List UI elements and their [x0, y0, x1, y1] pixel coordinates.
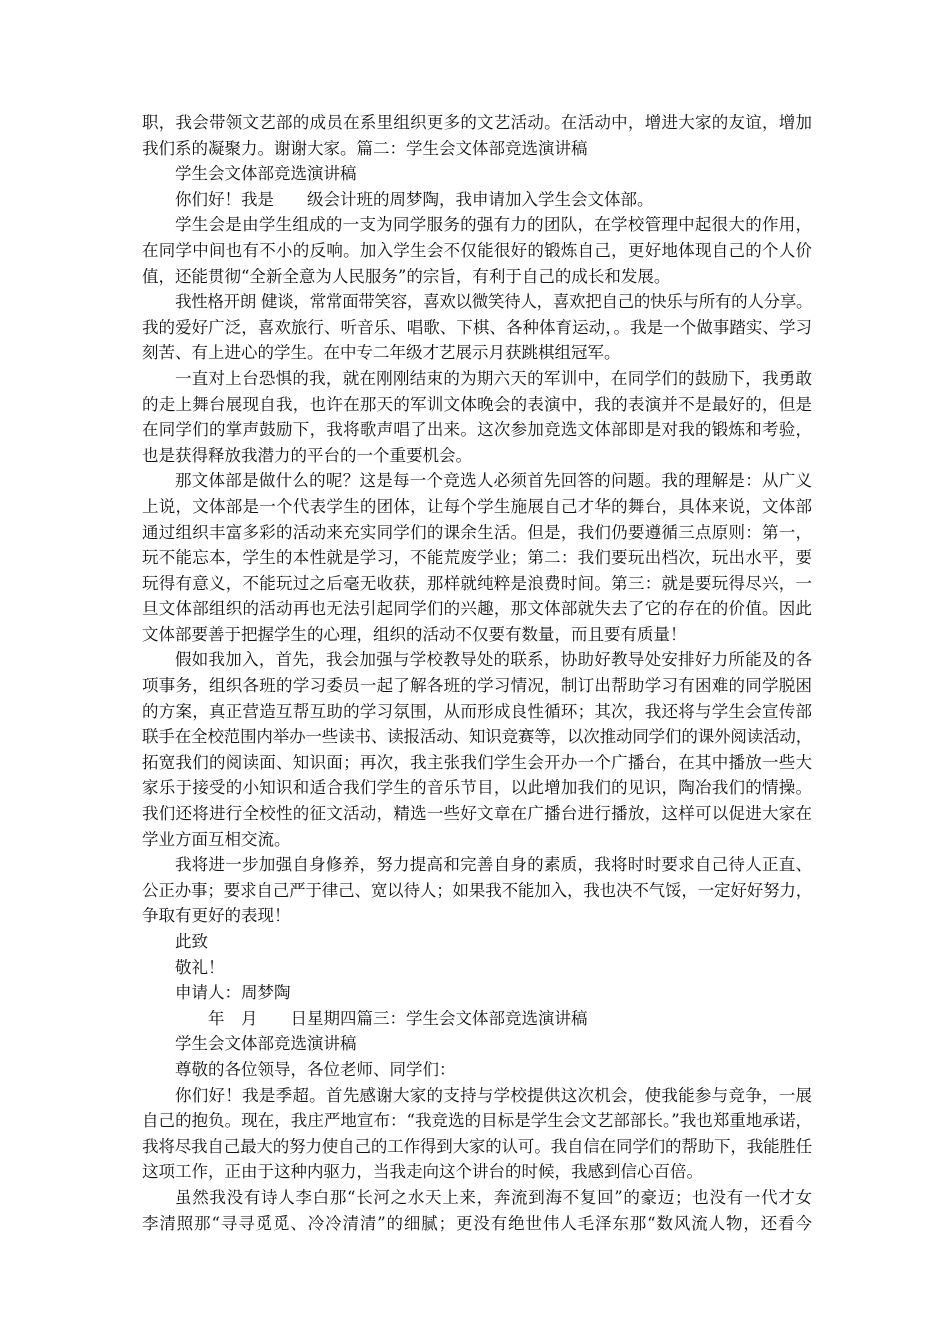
- text-line: 项事务，组织各班的学习委员一起了解各班的学习情况，制订出帮助学习有困难的同学脱困: [142, 676, 812, 696]
- text-line: 文体部要善于把握学生的心理，组织的活动不仅要有数量，而且要有质量！: [142, 624, 687, 644]
- salutation-line: 尊敬的各位领导，各位老师、同学们：: [175, 1059, 456, 1079]
- text-line: 我性格开朗 健谈，常常面带笑容，喜欢以微笑待人，喜欢把自己的快乐与所有的人分享。: [175, 292, 812, 312]
- text-line: 职，我会带领文艺部的成员在系里组织更多的文艺活动。在活动中，增进大家的友谊，增加: [142, 113, 812, 132]
- date-line: 年 月 日星期四篇三：学生会文体部竞选演讲稿: [208, 1008, 588, 1028]
- closing-line: 敬礼！: [175, 957, 225, 977]
- text-line: 假如我加入，首先，我会加强与学校教导处的联系，协助好教导处安排好力所能及的各: [175, 650, 812, 670]
- text-line: 一直对上台恐惧的我，就在刚刚结束的为期六天的军训中，在同学们的鼓励下，我勇敢: [175, 368, 812, 388]
- text-line: 我们还将进行全校性的征文活动，精选一些好文章在广播台进行播放，这样可以促进大家在: [142, 804, 812, 824]
- document-page: [142, 110, 812, 1236]
- text-line: 值，还能贯彻“全新全意为人民服务”的宗旨，有利于自己的成长和发展。: [142, 266, 671, 286]
- text-line: 自己的抱负。现在，我庄严地宣布：“我竞选的目标是学生会文艺部部长。”我也郑重地承诺，: [142, 1111, 812, 1131]
- text-line: 我的爱好广泛，喜欢旅行、听音乐、唱歌、下棋、各种体育运动，。我是一个做事踏实、学习: [142, 317, 812, 337]
- text-line: 公正办事；要求自己严于律己、宽以待人；如果我不能加入，我也决不气馁，一定好好努力，: [142, 880, 812, 900]
- text-line: 我将进一步加强自身修养，努力提高和完善自身的素质，我将时时要求自己待人正直、: [175, 855, 812, 875]
- applicant-line: 申请人：周梦陶: [175, 983, 291, 1003]
- text-line: 玩不能忘本，学生的本性就是学习，不能荒废学业；第二：我们要玩出档次，玩出水平，要: [142, 548, 812, 568]
- text-line: 你们好！我是 级会计班的周梦陶，我申请加入学生会文体部。: [175, 189, 654, 209]
- section-heading: 学生会文体部竞选演讲稿: [175, 1034, 357, 1054]
- text-line: 学生会是由学生组成的一支为同学服务的强有力的团队，在学校管理中起很大的作用，: [175, 215, 812, 235]
- text-line: 学业方面互相交流。: [142, 829, 291, 849]
- text-line: 李清照那“寻寻觅觅、冷冷清清”的细腻；更没有绝世伟人毛泽东那“数风流人物，还看今: [142, 1213, 812, 1233]
- closing-line: 此致: [175, 932, 208, 951]
- text-line: 我们系的凝聚力。谢谢大家。篇二：学生会文体部竞选演讲稿: [142, 138, 588, 158]
- text-line: 这项工作，正由于这种内驱力，当我走向这个讲台的时候，我感到信心百倍。: [142, 1162, 703, 1182]
- text-line: 通过组织丰富多彩的活动来充实同学们的课余生活。但是，我们仍要遵循三点原则：第一，: [142, 522, 812, 542]
- section-heading: 学生会文体部竞选演讲稿: [175, 164, 357, 184]
- text-line: 你们好！我是季超。首先感谢大家的支持与学校提供这次机会，使我能参与竞争，一展: [175, 1085, 812, 1105]
- text-line: 联手在全校范围内举办一些读书、读报活动、知识竞赛等，以次推动同学们的课外阅读活动，: [142, 727, 812, 747]
- text-line: 上说，文体部是一个代表学生的团体，让每个学生施展自己才华的舞台，具体来说，文体部: [142, 496, 812, 516]
- text-line: 旦文体部组织的活动再也无法引起同学们的兴趣，那文体部就失去了它的存在的价值。因此: [142, 599, 812, 619]
- text-line: 也是获得释放我潜力的平台的一个重要机会。: [142, 445, 472, 465]
- text-line: 刻苦、有上进心的学生。在中专二年级才艺展示月获跳棋组冠军。: [142, 343, 621, 363]
- text-line: 玩得有意义，不能玩过之后毫无收获，那样就纯粹是浪费时间。第三：就是要玩得尽兴，一: [142, 573, 812, 593]
- text-line: 的走上舞台展现自我，也许在那天的军训文体晚会的表演中，我的表演并不是最好的，但是: [142, 394, 812, 414]
- text-line: 虽然我没有诗人李白那“长河之水天上来，奔流到海不复回”的豪迈；也没有一代才女: [175, 1187, 812, 1207]
- text-line: 争取有更好的表现！: [142, 906, 291, 926]
- text-line: 家乐于接受的小知识和适合我们学生的音乐节目，以此增加我们的见识，陶冶我们的情操。: [142, 778, 812, 798]
- text-line: 我将尽我自己最大的努力使自己的工作得到大家的认可。我自信在同学们的帮助下，我能胜任: [142, 1136, 812, 1156]
- text-line: 在同学中间也有不小的反响。加入学生会不仅能很好的锻炼自己，更好地体现自己的个人价: [142, 240, 812, 260]
- text-line: 那文体部是做什么的呢？这是每一个竞选人必须首先回答的问题。我的理解是：从广义: [175, 471, 812, 491]
- text-line: 的方案，真正营造互帮互助的学习氛围，从而形成良性循环；其次，我还将与学生会宣传部: [142, 701, 812, 721]
- text-line: 在同学们的掌声鼓励下，我将歌声唱了出来。这次参加竞选文体部即是对我的锻炼和考验，: [142, 420, 812, 440]
- text-line: 拓宽我们的阅读面、知识面；再次，我主张我们学生会开办一个广播台，在其中播放一些大: [142, 752, 812, 772]
